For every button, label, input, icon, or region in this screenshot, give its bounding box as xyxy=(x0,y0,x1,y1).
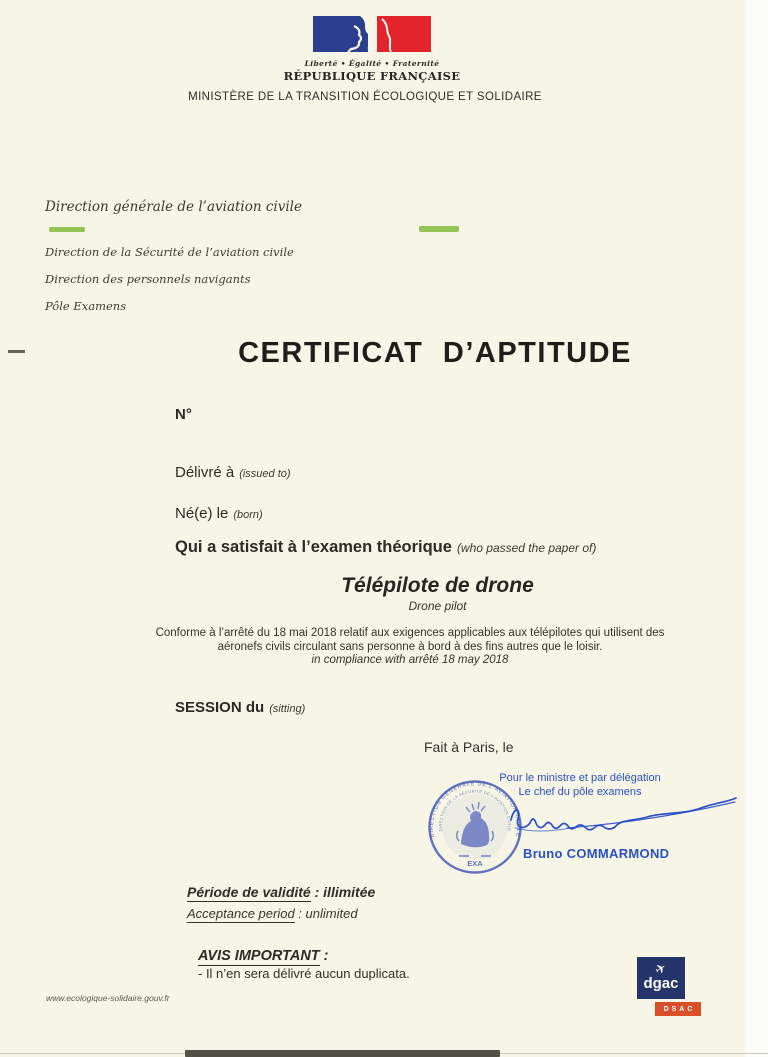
stamp-ring-inner-text: DIRECTION DE LA SÉCURITÉ DE L'AVIATION CIVILE xyxy=(437,788,513,832)
validity-en-value: : unlimited xyxy=(294,906,358,921)
compliance-paragraph xyxy=(30,627,768,668)
validity-en-line xyxy=(187,906,358,921)
delegation-line-2: Le chef du pôle examens xyxy=(518,785,642,798)
motto-text: Liberté • Égalité • Fraternité xyxy=(304,59,440,68)
born-label: Né(e) le xyxy=(175,505,229,522)
scan-bottom-bar xyxy=(185,1050,500,1057)
direction-securite-line: Direction de la Sécurité de l’aviation civile xyxy=(45,245,294,259)
certificate-number-label: N° xyxy=(175,406,192,423)
validity-fr-label: Période de validité xyxy=(187,884,311,900)
born-label-en: (born) xyxy=(233,509,263,521)
signature-scribble xyxy=(505,788,743,851)
session-label: SESSION du xyxy=(175,699,265,716)
exam-line xyxy=(175,538,596,557)
session-label-en: (sitting) xyxy=(269,703,306,715)
notice-title-suffix: : xyxy=(319,948,329,964)
stamp-ring-outer-text: DIRECTION GÉNÉRALE DE L'AVIATION CIVILE xyxy=(428,781,522,838)
notice-line: - Il n’en sera délivré aucun duplicata. xyxy=(198,966,410,981)
exam-label: Qui a satisfait à l’examen théorique xyxy=(175,538,452,556)
qualification-title: Télépilote de drone xyxy=(341,574,534,597)
issued-to-label: Délivré à xyxy=(175,464,235,481)
compliance-line-en: in compliance with arrêté 18 may 2018 xyxy=(311,654,509,666)
dgac-label: dgac xyxy=(643,975,679,992)
signer-name: Bruno COMMARMOND xyxy=(523,846,670,861)
place-date-line: Fait à Paris, le xyxy=(424,739,514,755)
green-dash-right xyxy=(419,226,459,232)
delegation-line-1: Pour le ministre et par délégation xyxy=(499,772,661,784)
republic-text: RÉPUBLIQUE FRANÇAISE xyxy=(283,69,461,83)
dgac-logo xyxy=(637,957,685,999)
direction-personnels-line: Direction des personnels navigants xyxy=(45,272,251,286)
session-line xyxy=(175,699,305,716)
issued-to-line xyxy=(175,464,291,481)
validity-en-label: Acceptance period xyxy=(187,906,295,921)
dsac-label: DSAC xyxy=(663,1005,696,1013)
stamp-exa-label: EXA xyxy=(467,859,483,868)
footer-url: www.ecologique-solidaire.gouv.fr xyxy=(46,993,170,1003)
compliance-line-1: Conforme à l’arrêté du 18 mai 2018 relatif aux exigences applicables aux télépilotes qui utilisent des xyxy=(155,627,665,639)
signature-icon xyxy=(505,788,743,846)
scan-mark-dash xyxy=(8,350,25,353)
plane-icon: ✈ xyxy=(651,959,669,978)
green-dash-left xyxy=(49,227,85,232)
certificate-title: CERTIFICAT D’APTITUDE xyxy=(238,337,632,369)
republique-francaise-logo-icon xyxy=(313,16,431,52)
born-line xyxy=(175,505,263,522)
direction-generale-line: Direction générale de l’aviation civile xyxy=(45,199,302,215)
notice-title: AVIS IMPORTANT xyxy=(198,948,320,964)
notice-title-line xyxy=(198,948,329,964)
ministry-title: MINISTÈRE DE LA TRANSITION ÉCOLOGIQUE ET SOLIDAIRE xyxy=(188,91,542,103)
qualification-subtitle: Drone pilot xyxy=(408,599,467,613)
issued-to-label-en: (issued to) xyxy=(239,468,291,480)
scan-edge-strip xyxy=(745,0,768,1057)
compliance-line-2: aéronefs civils circulant sans personne à bord à des fins autres que le loisir. xyxy=(217,640,603,653)
pole-examens-line: Pôle Examens xyxy=(45,299,127,313)
exam-label-en: (who passed the paper of) xyxy=(456,541,597,555)
validity-fr-line xyxy=(187,884,375,900)
header-block xyxy=(0,16,744,83)
validity-fr-value: : illimitée xyxy=(310,884,376,900)
dsac-badge xyxy=(655,1002,701,1016)
